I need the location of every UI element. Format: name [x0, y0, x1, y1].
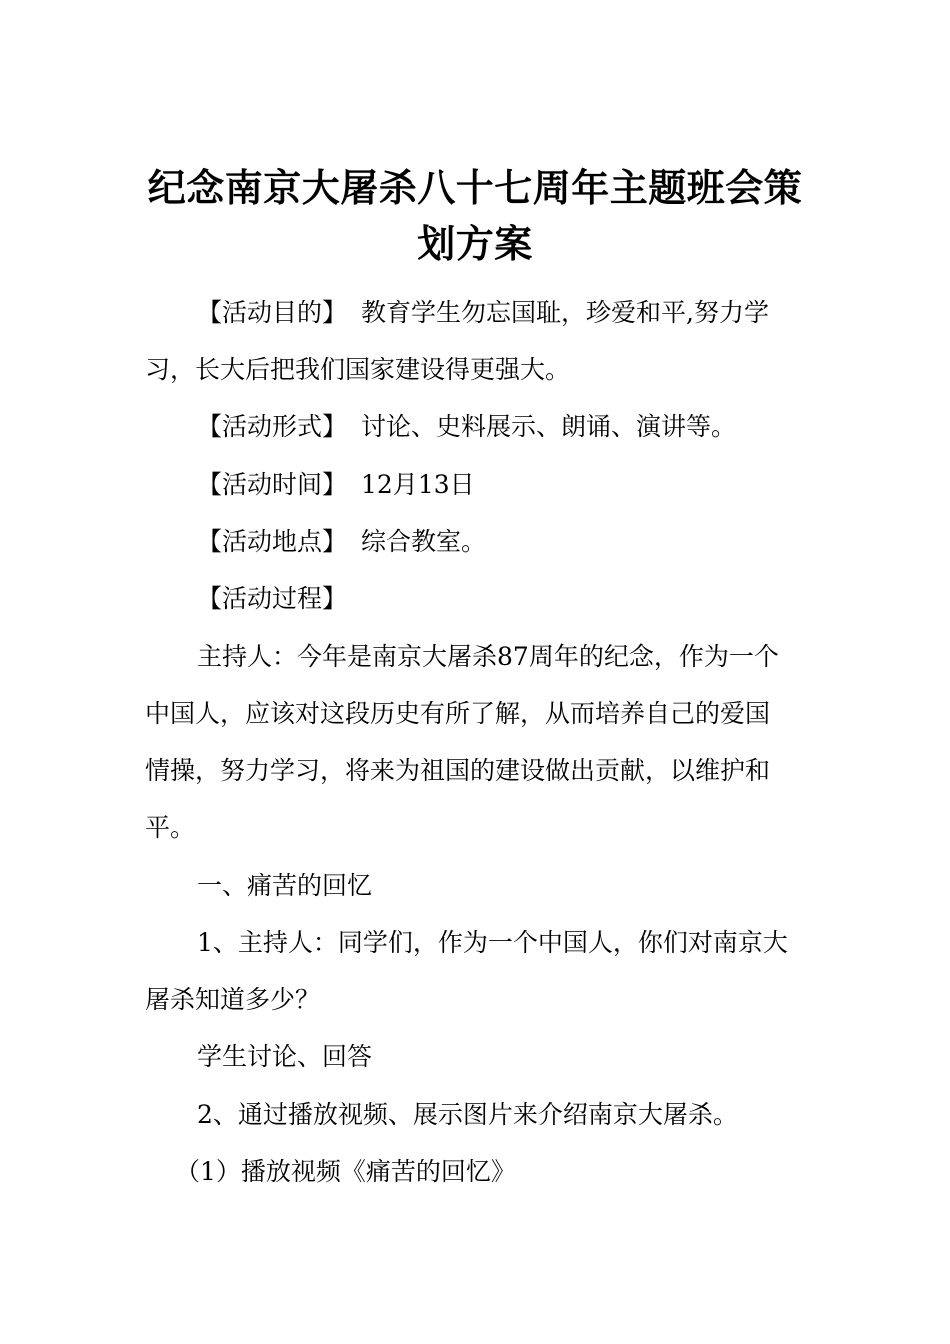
- item-1-line-1: 1、主持人：同学们，作为一个中国人，你们对南京大: [197, 928, 788, 957]
- purpose-text-line-1: 教育学生勿忘国耻，珍爱和平,努力学: [361, 298, 769, 327]
- host-intro-line-3: 情操，努力学习，将来为祖国的建设做出贡献，以维护和: [145, 756, 771, 785]
- form-text: 讨论、史料展示、朗诵、演讲等。: [361, 412, 737, 441]
- place-label: 【活动地点】: [197, 527, 348, 556]
- item-2: 2、通过播放视频、展示图片来介绍南京大屠杀。: [197, 1100, 738, 1129]
- host-intro-line-1: 主持人：今年是南京大屠杀87周年的纪念，作为一个: [197, 642, 779, 671]
- form-paragraph: [197, 412, 805, 442]
- host-intro-line-2: 中国人，应该对这段历史有所了解，从而培养自己的爱国: [145, 699, 771, 728]
- document-title-line-2: 划方案: [417, 222, 533, 266]
- purpose-text-line-2: 习，长大后把我们国家建设得更强大。: [145, 355, 571, 384]
- purpose-paragraph: [197, 298, 805, 328]
- student-discussion: 学生讨论、回答: [197, 1042, 373, 1071]
- place-text: 综合教室。: [361, 527, 487, 556]
- document-title-line-1: 纪念南京大屠杀八十七周年主题班会策: [147, 166, 803, 210]
- place-paragraph: [197, 527, 805, 557]
- item-2-sub-1: （1）播放视频《痛苦的回忆》: [175, 1157, 516, 1186]
- form-label: 【活动形式】: [197, 412, 348, 441]
- time-paragraph: [197, 470, 805, 500]
- purpose-label: 【活动目的】: [197, 298, 348, 327]
- section-1-heading: 一、痛苦的回忆: [197, 871, 373, 900]
- time-text: 12月13日: [361, 470, 475, 499]
- item-1-line-2: 屠杀知道多少？: [145, 985, 321, 1014]
- host-intro-line-4: 平。: [145, 813, 196, 842]
- time-label: 【活动时间】: [197, 470, 348, 499]
- process-label: 【活动过程】: [197, 584, 348, 613]
